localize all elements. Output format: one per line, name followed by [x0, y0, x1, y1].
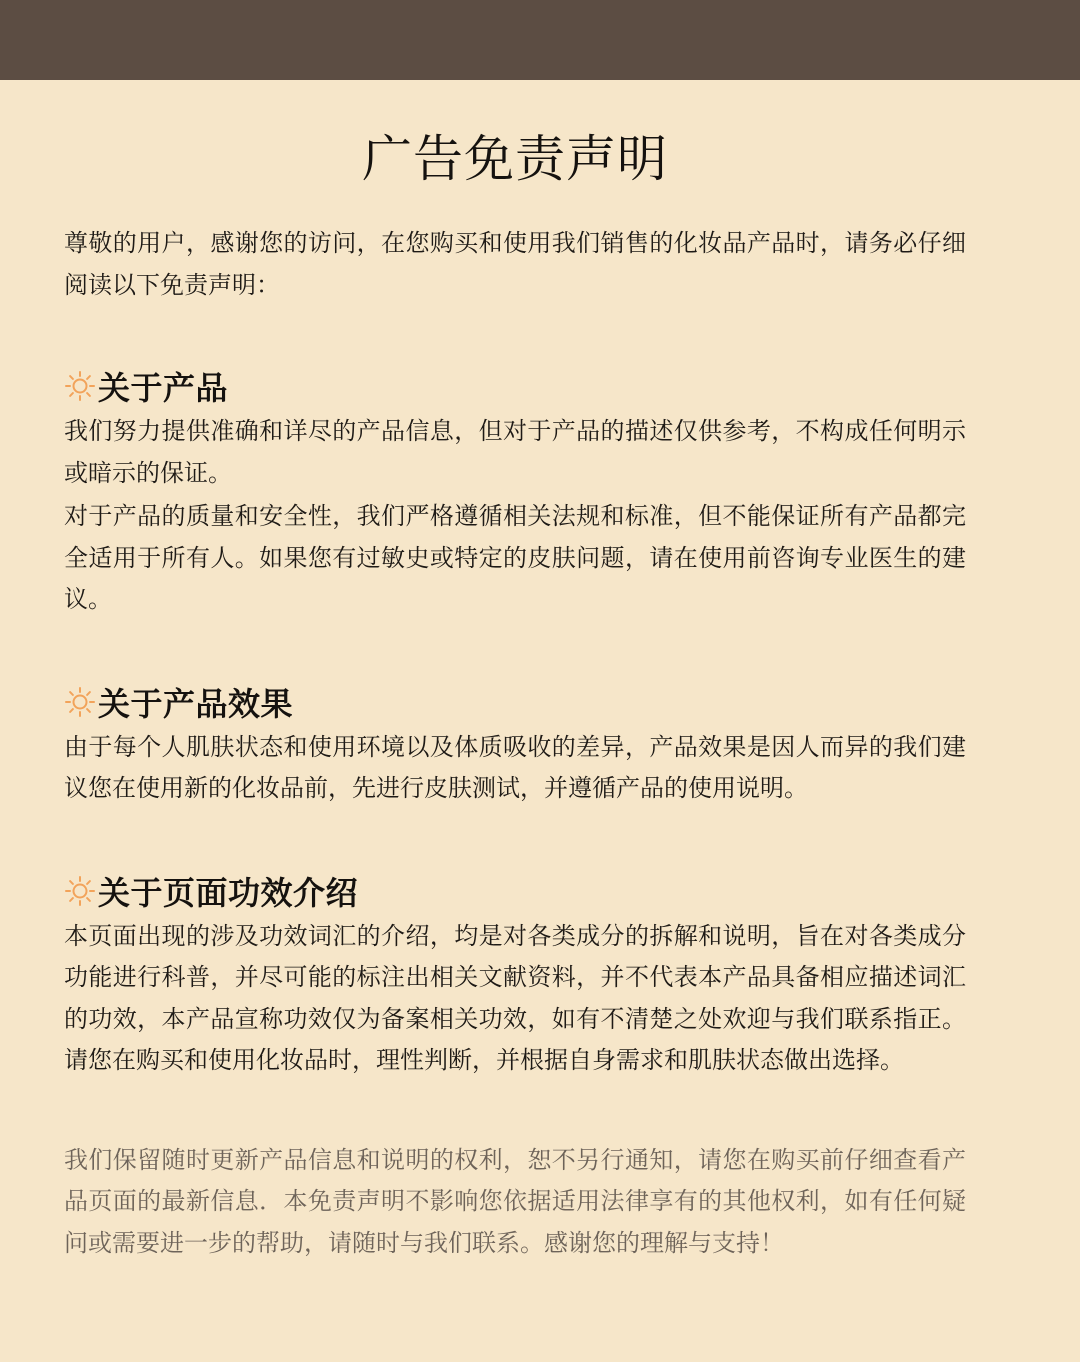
top-bar	[0, 0, 1080, 80]
sun-icon	[64, 686, 96, 718]
section-about-effect	[64, 679, 966, 810]
section-heading-text: 关于产品效果	[98, 684, 294, 723]
section-heading	[64, 868, 966, 914]
section-paragraph: 我们努力提供准确和详尽的产品信息，但对于产品的描述仅供参考，不构成任何明示或暗示的保证。	[64, 417, 966, 487]
section-paragraph: 对于产品的质量和安全性，我们严格遵循相关法规和标准，但不能保证所有产品都完全适用于所有人。如果您有过敏史或特定的皮肤问题，请在使用前咨询专业医生的建议。	[64, 502, 966, 613]
disclaimer-content	[64, 80, 966, 1264]
page-title: 广告免责声明	[362, 130, 668, 188]
section-paragraph: 本页面出现的涉及功效词汇的介绍，均是对各类成分的拆解和说明，旨在对各类成分功能进行科普，并尽可能的标注出相关文献资料，并不代表本产品具备相应描述词汇的功效，本产品宣称功效仅为备案相关功效，如有不清楚之处欢迎与我们联系指正。请您在购买和使用化妆品时，理性判断，并根据自身需求和肌肤状态做出选择。	[64, 921, 966, 1074]
section-heading	[64, 363, 966, 409]
section-heading-text: 关于产品	[98, 369, 229, 407]
intro-paragraph: 尊敬的用户，感谢您的访问，在您购买和使用我们销售的化妆品产品时，请务必仔细阅读以下免责声明：	[64, 229, 966, 299]
closing-paragraph: 我们保留随时更新产品信息和说明的权利，恕不另行通知，请您在购买前仔细查看产品页面的最新信息．本免责声明不影响您依据适用法律享有的其他权利，如有任何疑问或需要进一步的帮助，请随时与我们联系。感谢您的理解与支持！	[64, 1145, 966, 1257]
section-heading-text: 关于页面功效介绍	[98, 873, 359, 912]
section-paragraph: 由于每个人肌肤状态和使用环境以及体质吸收的差异，产品效果是因人而异的我们建议您在使用新的化妆品前，先进行皮肤测试，并遵循产品的使用说明。	[64, 732, 966, 802]
section-about-page-claims	[64, 868, 966, 1082]
section-heading	[64, 679, 966, 725]
sun-icon	[64, 875, 96, 907]
sun-icon	[64, 370, 96, 402]
section-about-product	[64, 363, 966, 621]
